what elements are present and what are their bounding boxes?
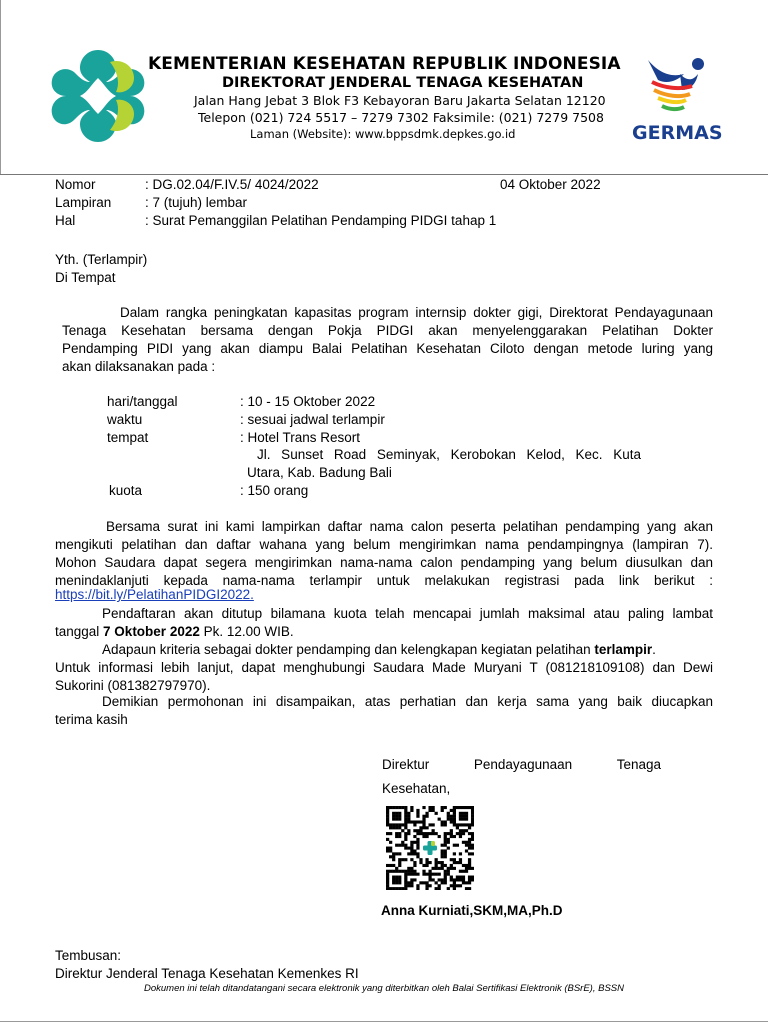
recipient-line: Yth. (Terlampir) [55,252,148,267]
deadline-prefix: tanggal [55,624,104,639]
criteria-end: . [652,642,656,657]
lampiran-label: Lampiran [55,195,112,210]
signer-title-line2: Kesehatan, [382,781,451,796]
kuota-value: : 150 orang [240,483,309,498]
tempat-label: tempat [107,430,149,445]
nomor-value: : DG.02.04/F.IV.5/ 4024/2022 [145,177,319,192]
criteria-text: Adapaun kriteria sebagai dokter pendamping dan kelengkapan kegiatan pelatihan [102,642,595,657]
hal-value: : Surat Pemanggilan Pelatihan Pendamping PIDGI tahap 1 [145,213,497,228]
ministry-name: KEMENTERIAN KESEHATAN REPUBLIK INDONESIA [148,54,621,74]
waktu-label: waktu [107,412,143,427]
registration-link-row [55,586,254,604]
criteria-bold: terlampir [594,642,653,657]
body-paragraph-1 [55,518,713,590]
body-line: terima kasih [55,712,128,727]
body-line: Sukorini (081382797970). [55,678,211,693]
venue-address-line: Utara, Kab. Badung Bali [247,465,392,480]
body-line: Mohon Saudara dapat segera mengirimkan nama-nama calon pendamping yang belum diusulkan dan [55,555,713,570]
waktu-value: : sesuai jadwal terlampir [240,412,385,427]
recipient-place: Di Tempat [55,270,116,285]
venue-address [257,446,641,464]
signer-name: Anna Kurniati,SKM,MA,Ph.D [381,903,563,918]
germas-logo-icon [640,52,720,118]
footer-divider [0,1021,768,1022]
intro-paragraph [62,304,713,376]
hal-label: Hal [55,213,76,228]
hari-label: hari/tanggal [107,394,178,409]
signer-title-word: Tenaga [616,757,661,772]
cc-label: Tembusan: [55,948,122,963]
header-left-border [0,0,1,174]
tempat-value: : Hotel Trans Resort [240,430,361,445]
esign-footer-note: Dokumen ini telah ditandatangani secara elektronik yang diterbitkan oleh Balai Sertifikasi Elektronik (BSrE), BSSN [144,983,624,994]
signer-title-word: Direktur [382,757,430,772]
header-phone: Telepon (021) 724 5517 – 7279 7302 Faksimile: (021) 7279 7508 [198,110,604,125]
body-line: Demikian permohonan ini disampaikan, atas perhatian dan kerja sama yang baik diucapkan [102,694,713,709]
header-address: Jalan Hang Jebat 3 Blok F3 Kebayoran Baru Jakarta Selatan 12120 [194,93,606,108]
body-line: mengikuti pelatihan dan daftar wahana yang belum mengirimkan nama pendampingnya (lampiran 7). [55,537,713,552]
body-line: Bersama surat ini kami lampirkan daftar nama calon peserta pelatihan pendamping yang akan [106,519,713,534]
signer-title-row [382,756,661,774]
deadline-suffix: Pk. 12.00 WIB. [199,624,294,639]
intro-line: Tenaga Kesehatan bersama dengan Pokja PIDGI akan menyelenggarakan Pelatihan Dokter [62,323,713,338]
letter-date: 04 Oktober 2022 [500,177,601,192]
body-line: menindaklanjuti kepada nama-nama terlampir untuk melakukan registrasi pada link berikut : [55,573,713,588]
signer-title-word: Pendayagunaan [473,757,573,772]
lampiran-value: : 7 (tujuh) lembar [145,195,248,210]
body-paragraph-3 [55,641,713,695]
body-line [55,623,713,641]
registration-link[interactable]: https://bit.ly/PelatihanPIDGI2022. [55,587,254,602]
body-line: Untuk informasi lebih lanjut, dapat menghubungi Saudara Made Muryani T (081218109108) dan Dewi [55,660,713,675]
intro-line: Dalam rangka peningkatan kapasitas program internsip dokter gigi, Direktorat Pendayagunaan [120,305,713,320]
kuota-label: kuota [109,483,143,498]
directorate-name: DIREKTORAT JENDERAL TENAGA KESEHATAN [222,75,584,91]
intro-line: akan dilaksanakan pada : [62,359,216,374]
body-line: Pendaftaran akan ditutup bilamana kuota telah mencapai jumlah maksimal atau paling lambat [102,606,713,621]
kemenkes-logo-icon [50,48,146,144]
body-paragraph-4 [55,693,713,729]
header-website: Laman (Website): www.bppsdmk.depkes.go.id [250,127,516,141]
nomor-label: Nomor [55,177,96,192]
cc-item: Direktur Jenderal Tenaga Kesehatan Kemenkes RI [55,966,359,981]
header-divider [0,174,768,175]
intro-line: Pendamping PIDI yang akan diampu Balai Pelatihan Kesehatan Ciloto dengan metode luring yang [62,341,713,356]
venue-address-line: Jl. Sunset Road Seminyak, Kerobokan Kelod, Kec. Kuta [257,447,641,462]
body-line [55,641,713,659]
deadline-date: 7 Oktober 2022 [103,624,200,639]
germas-wordmark: GERMAS [632,122,723,144]
qr-code-icon [386,806,474,890]
hari-value: : 10 - 15 Oktober 2022 [240,394,376,409]
body-paragraph-2 [55,605,713,641]
